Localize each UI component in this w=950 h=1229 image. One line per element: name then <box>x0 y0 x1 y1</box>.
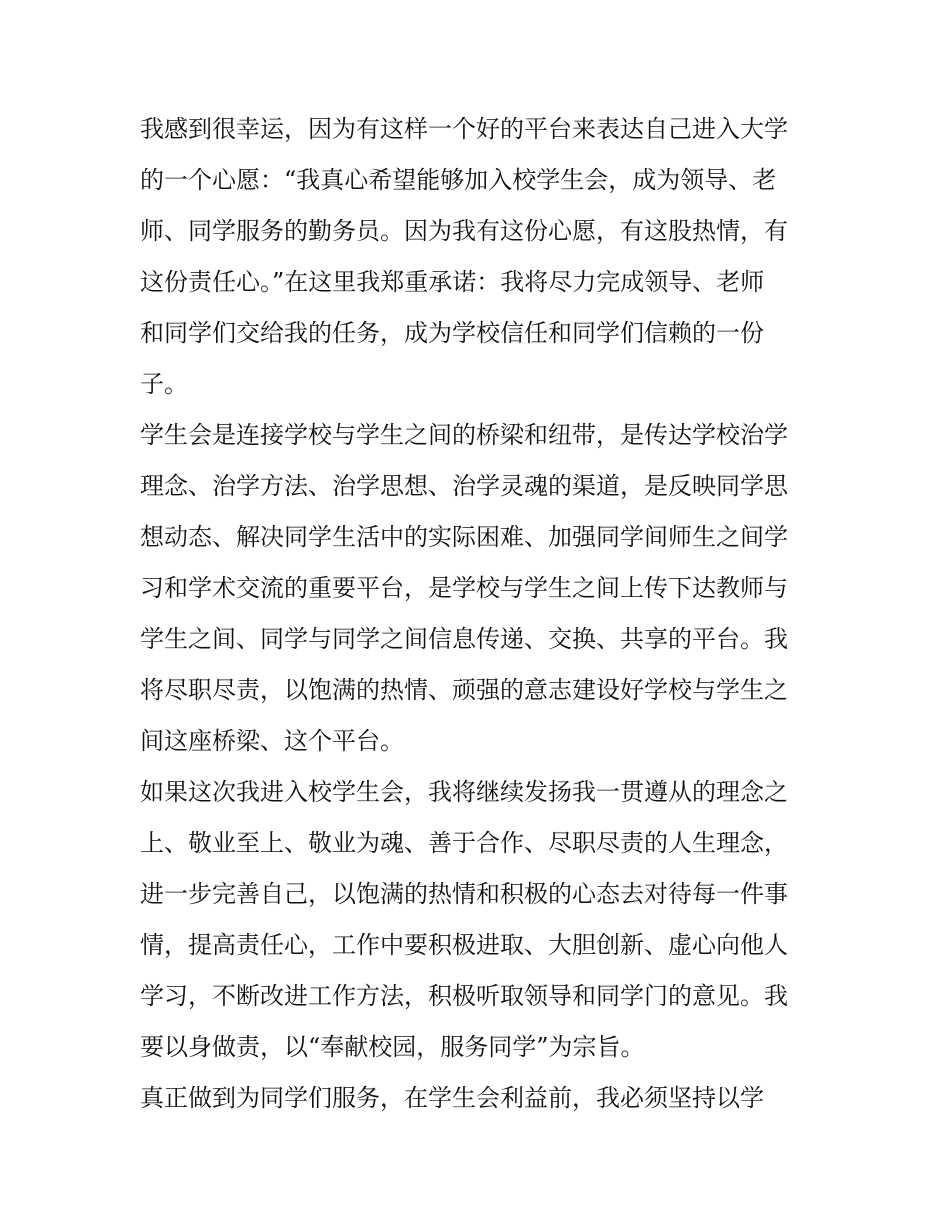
text-line: 和同学们交给我的任务，成为学校信任和同学们信赖的一份 <box>140 319 764 347</box>
text-line: 如果这次我进入校学生会，我将继续发扬我一贯遵从的理念之 <box>140 778 788 806</box>
text-line: 真正做到为同学们服务，在学生会利益前，我必须坚持以学 <box>140 1084 764 1112</box>
text-line: 学习，不断改进工作方法，积极听取领导和同学门的意见。我 <box>140 982 788 1010</box>
text-line: 要以身做责，以“奉献校园，服务同学”为宗旨。 <box>140 1033 645 1061</box>
paragraph-3 <box>140 767 820 1073</box>
document-body <box>140 104 820 1124</box>
text-line: 学生会是连接学校与学生之间的桥梁和纽带，是传达学校治学 <box>140 421 788 449</box>
text-line: 将尽职尽责，以饱满的热情、顽强的意志建设好学校与学生之 <box>140 676 788 704</box>
text-line: 进一步完善自己，以饱满的热情和积极的心态去对待每一件事 <box>140 880 788 908</box>
text-line: 情，提高责任心，工作中要积极进取、大胆创新、虚心向他人 <box>140 931 788 959</box>
text-line: 习和学术交流的重要平台，是学校与学生之间上传下达教师与 <box>140 574 788 602</box>
text-line: 想动态、解决同学生活中的实际困难、加强同学间师生之间学 <box>140 523 788 551</box>
text-line: 这份责任心。”在这里我郑重承诺：我将尽力完成领导、老师 <box>140 268 765 296</box>
text-line: 上、敬业至上、敬业为魂、善于合作、尽职尽责的人生理念， <box>140 829 788 857</box>
paragraph-2 <box>140 410 820 767</box>
text-line: 师、同学服务的勤务员。因为我有这份心愿，有这股热情，有 <box>140 217 788 245</box>
text-line: 的一个心愿：“我真心希望能够加入校学生会，成为领导、老 <box>140 166 777 194</box>
text-line: 理念、治学方法、治学思想、治学灵魂的渠道，是反映同学思 <box>140 472 788 500</box>
paragraph-1 <box>140 104 820 410</box>
paragraph-4 <box>140 1073 820 1124</box>
text-line: 子。 <box>140 370 188 398</box>
text-line: 我感到很幸运，因为有这样一个好的平台来表达自己进入大学 <box>140 115 788 143</box>
text-line: 学生之间、同学与同学之间信息传递、交换、共享的平台。我 <box>140 625 788 653</box>
text-line: 间这座桥梁、这个平台。 <box>140 727 404 755</box>
